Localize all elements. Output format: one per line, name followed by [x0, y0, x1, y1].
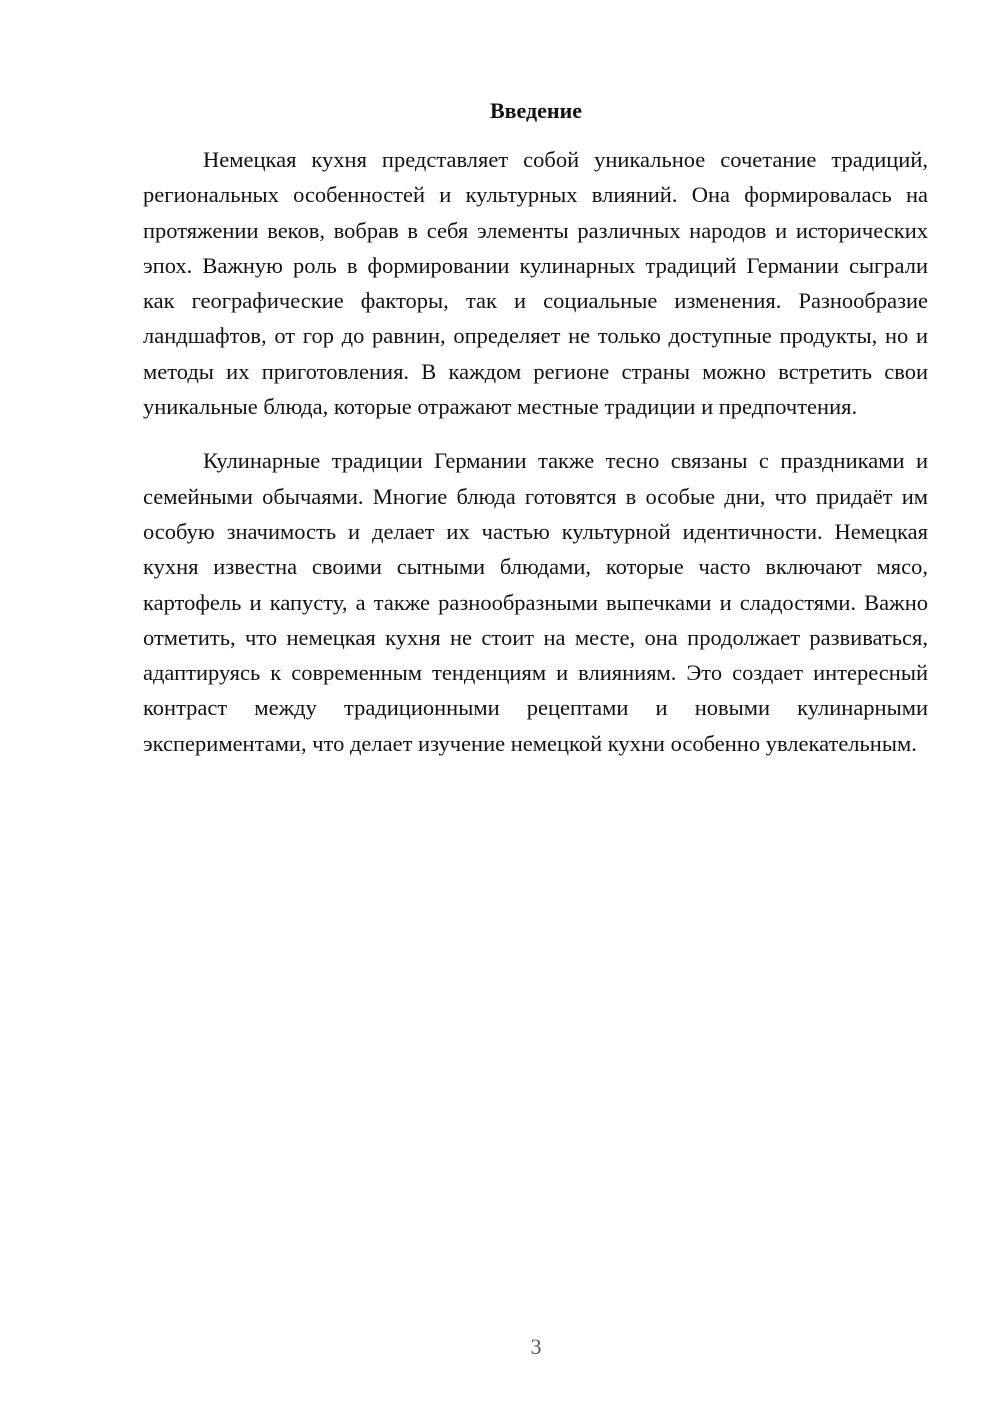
paragraph-1: Немецкая кухня представляет собой уникальное сочетание традиций, региональных особенностей и культурных влияний. Она формировалась на протяжении веков, вобрав в себя элементы различных народов и исторических эпох. Важную роль в формировании кулинарных традиций Германии сыграли как географические факторы, так и социальные изменения. Разнообразие ландшафтов, от гор до равнин, определяет не только доступные продукты, но и методы их приготовления. В каждом регионе страны можно встретить свои уникальные блюда, которые отражают местные традиции и предпочтения. — [143, 147, 928, 420]
page-number: 3 — [530, 1334, 542, 1359]
document-body — [143, 142, 928, 761]
paragraph-2: Кулинарные традиции Германии также тесно связаны с праздниками и семейными обычаями. Многие блюда готовятся в особые дни, что придаёт им особую значимость и делает их частью культурной идентичности. Немецкая кухня известна своими сытными блюдами, которые часто включают мясо, картофель и капусту, а также разнообразными выпечками и сладостями. Важно отметить, что немецкая кухня не стоит на месте, она продолжает развиваться, адаптируясь к современным тенденциям и влияниям. Это создает интересный контраст между традиционными рецептами и новыми кулинарными экспериментами, что делает изучение немецкой кухни особенно увлекательным. — [143, 448, 928, 756]
section-title: Введение — [489, 98, 583, 123]
